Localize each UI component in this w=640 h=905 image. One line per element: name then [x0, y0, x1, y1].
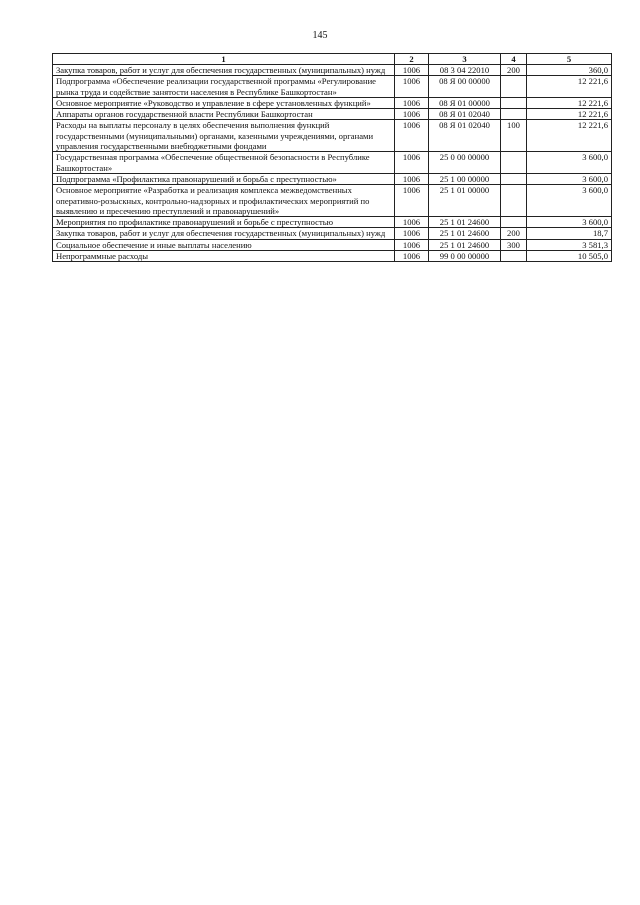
row-name: Закупка товаров, работ и услуг для обеспечения государственных (муниципальных) нужд [53, 228, 395, 239]
row-target-code: 99 0 00 00000 [429, 251, 501, 262]
table-row [53, 76, 612, 98]
row-target-code: 25 1 01 24600 [429, 217, 501, 228]
row-amount: 3 581,3 [527, 239, 612, 250]
row-amount: 10 505,0 [527, 251, 612, 262]
row-amount: 12 221,6 [527, 120, 612, 152]
row-section: 1006 [395, 239, 429, 250]
row-name: Аппараты органов государственной власти Республики Башкортостан [53, 109, 395, 120]
row-target-code: 25 1 01 24600 [429, 239, 501, 250]
row-section: 1006 [395, 120, 429, 152]
row-amount: 3 600,0 [527, 173, 612, 184]
table-row [53, 65, 612, 76]
table-header-row [53, 54, 612, 65]
row-section: 1006 [395, 152, 429, 174]
row-amount: 12 221,6 [527, 76, 612, 98]
row-amount: 3 600,0 [527, 152, 612, 174]
header-cell-3: 3 [429, 54, 501, 65]
row-target-code: 25 1 00 00000 [429, 173, 501, 184]
row-expense-type [501, 76, 527, 98]
row-expense-type [501, 109, 527, 120]
header-cell-1: 1 [53, 54, 395, 65]
row-expense-type: 200 [501, 228, 527, 239]
table-row [53, 251, 612, 262]
row-amount: 3 600,0 [527, 217, 612, 228]
header-cell-2: 2 [395, 54, 429, 65]
row-expense-type: 200 [501, 65, 527, 76]
row-expense-type [501, 217, 527, 228]
row-amount: 18,7 [527, 228, 612, 239]
row-target-code: 25 0 00 00000 [429, 152, 501, 174]
row-name: Основное мероприятие «Разработка и реализация комплекса межведомственных оперативно-розыскных, контрольно-надзорных и профилактических мероприятий по выявлению и пресечению преступлений и правонарушений» [53, 185, 395, 217]
row-name: Основное мероприятие «Руководство и управление в сфере установленных функций» [53, 97, 395, 108]
table-row [53, 239, 612, 250]
row-section: 1006 [395, 251, 429, 262]
row-target-code: 25 1 01 24600 [429, 228, 501, 239]
row-name: Мероприятия по профилактике правонарушений и борьбе с преступностью [53, 217, 395, 228]
row-name: Непрограммные расходы [53, 251, 395, 262]
row-target-code: 08 Я 00 00000 [429, 76, 501, 98]
row-expense-type: 100 [501, 120, 527, 152]
row-amount: 12 221,6 [527, 97, 612, 108]
row-section: 1006 [395, 173, 429, 184]
row-expense-type [501, 185, 527, 217]
row-target-code: 08 Я 01 02040 [429, 109, 501, 120]
table-row [53, 228, 612, 239]
table-row [53, 120, 612, 152]
row-expense-type [501, 152, 527, 174]
table-row [53, 173, 612, 184]
row-section: 1006 [395, 109, 429, 120]
row-expense-type [501, 97, 527, 108]
row-expense-type: 300 [501, 239, 527, 250]
row-expense-type [501, 251, 527, 262]
table-row [53, 217, 612, 228]
row-expense-type [501, 173, 527, 184]
header-cell-5: 5 [527, 54, 612, 65]
row-section: 1006 [395, 185, 429, 217]
page-number: 145 [312, 30, 328, 41]
row-name: Государственная программа «Обеспечение общественной безопасности в Республике Башкортостан» [53, 152, 395, 174]
row-target-code: 08 3 04 22010 [429, 65, 501, 76]
row-target-code: 25 1 01 00000 [429, 185, 501, 217]
row-section: 1006 [395, 76, 429, 98]
table-row [53, 97, 612, 108]
row-section: 1006 [395, 97, 429, 108]
row-name: Расходы на выплаты персоналу в целях обеспечения выполнения функций государственными (муниципальными) органами, казенными учреждениями, органами управления государственными внебюджетными фондами [53, 120, 395, 152]
row-section: 1006 [395, 65, 429, 76]
row-section: 1006 [395, 217, 429, 228]
row-target-code: 08 Я 01 02040 [429, 120, 501, 152]
budget-table [52, 53, 612, 262]
table-row [53, 185, 612, 217]
row-name: Социальное обеспечение и иные выплаты населению [53, 239, 395, 250]
table-row [53, 109, 612, 120]
row-amount: 3 600,0 [527, 185, 612, 217]
row-name: Подпрограмма «Обеспечение реализации государственной программы «Регулирование рынка труда и содействие занятости населения в Республике Башкортостан» [53, 76, 395, 98]
row-name: Закупка товаров, работ и услуг для обеспечения государственных (муниципальных) нужд [53, 65, 395, 76]
row-amount: 12 221,6 [527, 109, 612, 120]
row-amount: 360,0 [527, 65, 612, 76]
row-name: Подпрограмма «Профилактика правонарушений и борьба с преступностью» [53, 173, 395, 184]
header-cell-4: 4 [501, 54, 527, 65]
table-row [53, 152, 612, 174]
row-section: 1006 [395, 228, 429, 239]
row-target-code: 08 Я 01 00000 [429, 97, 501, 108]
